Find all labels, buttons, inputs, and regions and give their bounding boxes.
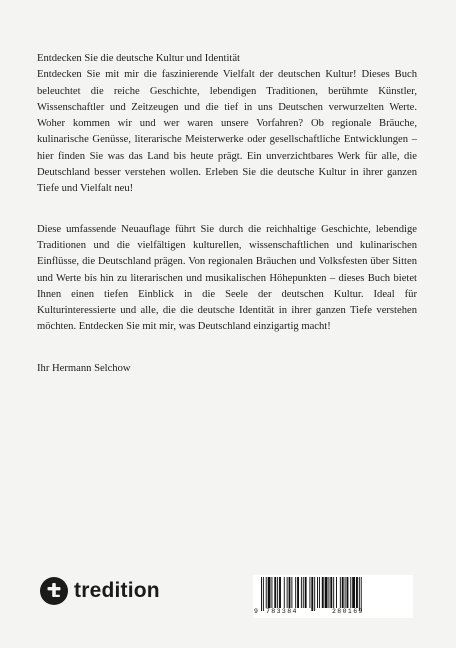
barcode-digits — [253, 608, 413, 618]
isbn-barcode — [253, 575, 413, 618]
tredition-logo-icon — [40, 577, 68, 605]
blurb-paragraph-2: Diese umfassende Neuauflage führt Sie durch die reichhaltige Geschichte, lebendige Traditionen und die vielfältigen kulturellen, wissenschaftlichen und kulinarischen Einflüsse, die Deutschland prägen. Von regionalen Bräuchen und Volksfesten über Sitten und Werte bis hin zu literarischen und musikalischen Höhepunkten – dieses Buch bietet Ihnen einen tiefen Einblick in die Seele der deutschen Kultur. Ideal für Kulturinteressierte und alle, die die deutsche Identität in ihrer ganzen Tiefe verstehen möchten. Entdecken Sie mit mir, was Deutschland einzigartig macht! — [37, 223, 417, 333]
blurb-paragraph-1: Entdecken Sie mit mir die faszinierende Vielfalt der deutschen Kultur! Dieses Buch beleuchtet die reiche Geschichte, lebendigen Traditionen, berühmte Künstler, Wissenschaftler und Zeitzeugen und die tief in uns Deutschen verwurzelten Werte. Woher kommen wir und wer waren unsere Vorfahren? Ob regionale Bräuche, kulinarische Genüsse, literarische Meisterwerke oder gesellschaftliche Entwicklungen – hier finden Sie was das Land bis heute prägt. Ein unverzichtbares Werk für alle, die Deutschland besser verstehen wollen. Erleben Sie die deutsche Kultur in ihrer ganzen Tiefe und Vielfalt neu! — [37, 69, 417, 195]
publisher-name: tredition — [74, 579, 160, 602]
isbn-first-digit: 9 — [254, 608, 258, 615]
isbn-left-group: 783384 — [266, 608, 298, 615]
publisher-logo — [40, 576, 160, 606]
isbn-right-group: 280169 — [332, 608, 364, 615]
blurb-text-block — [37, 51, 417, 377]
author-signature: Ihr Hermann Selchow — [37, 362, 131, 374]
blurb-heading: Entdecken Sie die deutsche Kultur und Identität — [37, 53, 240, 64]
